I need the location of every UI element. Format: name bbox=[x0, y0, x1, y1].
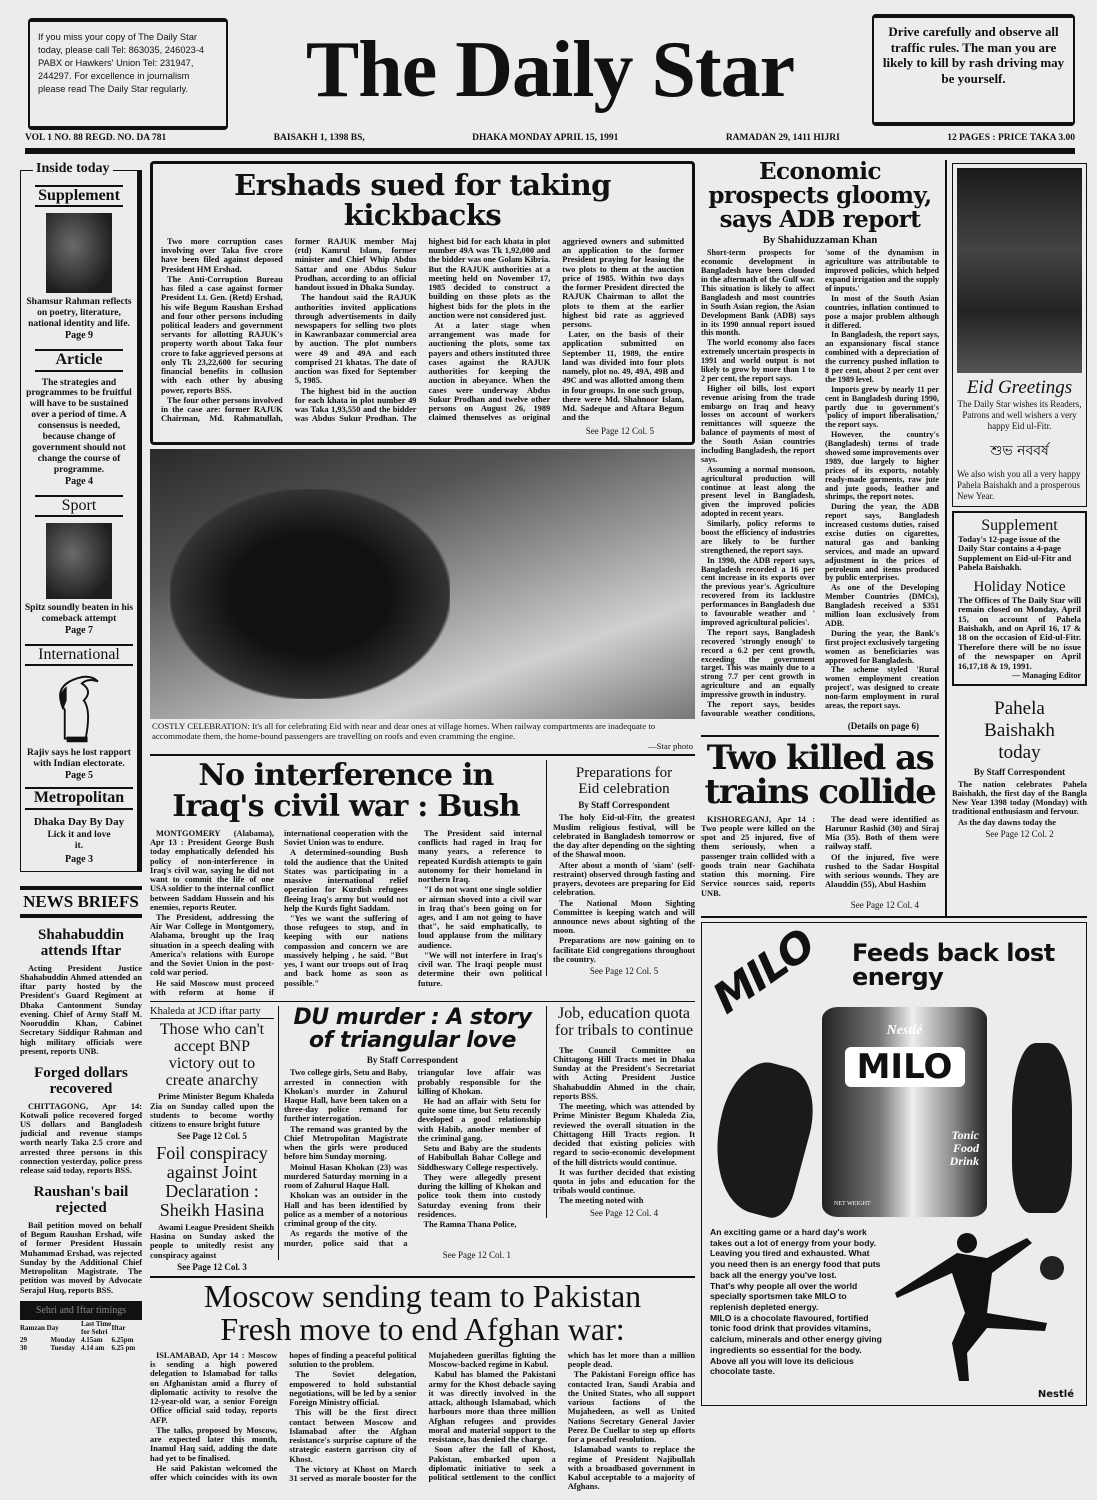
paragraph: The report says, besides favourable weather conditions, 'some of the dynamism in agriculture was attributable to improved policies, which helped expand irrigation and the supply of inputs.' bbox=[701, 248, 939, 718]
milo-graphics bbox=[702, 919, 1086, 1223]
paragraph: The Ramna Thana Police, bbox=[423, 1220, 517, 1230]
eid-prep-byline: By Staff Correspondent bbox=[578, 800, 670, 811]
lower-row bbox=[150, 1006, 695, 1272]
tribal-jump[interactable]: See Page 12 Col. 4 bbox=[589, 1207, 659, 1218]
supplement-page: Page 9 bbox=[64, 330, 94, 342]
iraq-body bbox=[150, 829, 542, 997]
paragraph: Preparations are now gaining on to facilitate Eid congregations throughout the country. bbox=[553, 936, 695, 964]
paragraph: Higher oil bills, lost export revenue arising from the trade embargo on Iraq and heavy losses on account of workers remittances will squeeze the balance of payments of most of the South Asian countries including Bangladesh, the report says. bbox=[701, 383, 815, 464]
news-briefs bbox=[20, 886, 142, 1352]
ershad-headline[interactable]: Ershads sued for taking kickbacks bbox=[234, 168, 611, 233]
khaleda-article bbox=[150, 1006, 278, 1272]
paragraph: Islamabad wants to replace the regime of President Najibullah with a broadbased government in Kabul acceptable to a majority of Afghans. bbox=[567, 1445, 695, 1492]
left-column bbox=[20, 161, 142, 1352]
paragraph: The Pakistani Foreign office has contacted Iran, Saudi Arabia and the United States, who all support various factions of the Mujahedeen, as well as United Nations Secretary General Javier Perez De Cuellar to step up efforts for a peaceful resolution. bbox=[567, 1370, 695, 1445]
sport-page: Page 7 bbox=[64, 625, 94, 637]
paragraph: The holy Eid-ul-Fitr, the greatest Muslim religious festival, will be celebrated in Bangladesh tomorrow or the day after depending on the sighting of the Shawal moon. bbox=[553, 813, 695, 860]
metropolitan-teaser[interactable]: Lick it and love it. bbox=[47, 830, 111, 852]
paragraph: He had an affair with Setu for quite some time, but Setu recently developed a good relationship with Habib, another member of the criminal gang. bbox=[417, 1097, 541, 1143]
moscow-article bbox=[150, 1277, 695, 1492]
sport-teaser[interactable]: Spitz soundly beaten in his comeback attempt bbox=[24, 603, 134, 625]
paragraph: The talks, proposed by Moscow, are expected later this month, Inamul Haq said, adding the date had yet to be finalised. bbox=[150, 1425, 278, 1463]
paragraph: Soon after the fall of Khost, Pakistan, embarked upon a diplomatic initiative to seek a political settlement to the conflict which has let more than a million people dead. bbox=[428, 1350, 695, 1482]
can-brand: Nestlé bbox=[886, 1022, 923, 1038]
du-murder-jump[interactable]: See Page 12 Col. 1 bbox=[442, 1249, 511, 1260]
trains-headline[interactable]: Two killed as trains collide bbox=[704, 737, 936, 812]
runner-silhouette bbox=[699, 1054, 825, 1222]
paragraph: "Yes we want the suffering of those refugees to stop, and in keeping with our nations compassion and concern we are massively helping , he said. "But yes, I want our troops out of Iraq and back home as soon as possible." bbox=[284, 914, 408, 988]
eid-greetings-box bbox=[952, 163, 1087, 507]
paragraph: As the day dawns today the bbox=[958, 817, 1056, 827]
metropolitan-subheading: Dhaka Day By Day bbox=[33, 815, 125, 828]
cell: 6.25pm bbox=[111, 1335, 134, 1344]
paragraph: He said Moscow must proceed with reform at home if international cooperation with the Soviet Union was to endure. bbox=[150, 828, 408, 997]
iraq-headline[interactable]: No interference in Iraq's civil war : Bush bbox=[172, 757, 520, 825]
paragraph: He said Pakistan welcomed the offer which coincides with its own hopes of finding a peaceful political solution to the problem. bbox=[150, 1350, 417, 1482]
adb-jump[interactable]: (Details on page 6) bbox=[847, 720, 919, 731]
iraq-article bbox=[150, 757, 546, 997]
holiday-notice-text: The Offices of The Daily Star will remain closed on Monday, April 15, on account of Pahela Baishakh, and on April 16, 17 & 18 on the occasion of Eid-ul-Fitr. Therefore there will be no issue of the newspaper on April 16,17,18 & 19, 1991. bbox=[958, 594, 1081, 671]
ad-paragraph: That's why people all over the world specially sportsmen take MILO to replenish depleted energy. bbox=[710, 1280, 858, 1312]
eid-prep-article bbox=[546, 760, 695, 976]
du-murder-byline: By Staff Correspondent bbox=[366, 1055, 459, 1066]
paragraph: A determined-sounding Bush told the audience that the United States was participating in a massive international relief operation for Kurdish refugees fleeing Iraq's army but would not help the Kurds fight Saddam. bbox=[284, 848, 408, 913]
paragraph: Imports grew by nearly 11 per cent in Bangladesh during 1990, partly due to government's 'policy of import liberalisation,' the report says. bbox=[825, 384, 939, 430]
ad-paragraph: An exciting game or a hard day's work takes out a lot of energy from your body. Leaving you tired and exhausted. What you need then is an energy food that puts back all the energy you've lost. bbox=[710, 1226, 881, 1280]
brief-headline[interactable]: Shahabuddin attends Iftar bbox=[38, 927, 124, 959]
eid-prep-headline[interactable]: Preparations for Eid celebration bbox=[575, 764, 673, 797]
paragraph: Kabul has blamed the Pakistani army for the Khost debacle saying it was directly involved in the attack, although Islamabad, which harbours more than three million Afghan refugees and provides moral and material support to the resistance, has denied the charge. bbox=[428, 1370, 556, 1445]
horizontal-rule bbox=[701, 735, 939, 737]
masthead-rule bbox=[25, 148, 1075, 154]
paragraph: The meeting, which was attended by Prime Minister Begum Khaleda Zia, reviewed the overall situation in the Chittagong Hill Tracts region. It decided that existing policies with regard to socio-economic development of the hill districts would continue. bbox=[553, 1102, 695, 1167]
ershad-body bbox=[161, 237, 684, 424]
holiday-notice-title: Holiday Notice bbox=[973, 578, 1066, 595]
col-header: Last Time for Sehri bbox=[81, 1319, 112, 1336]
eid-greetings-text: The Daily Star wishes its Readers, Patrons and well wishers a very happy Eid ul-Fitr. bbox=[957, 399, 1082, 431]
tribal-headline[interactable]: Job, education quota for tribals to continue bbox=[554, 1005, 694, 1039]
section-metropolitan-heading: Metropolitan bbox=[25, 787, 133, 809]
issue-date: DHAKA MONDAY APRIL 15, 1991 bbox=[472, 133, 619, 143]
trains-jump[interactable]: See Page 12 Col. 4 bbox=[850, 899, 919, 910]
horizontal-rule bbox=[701, 916, 1087, 918]
khaleda-body: Prime Minister Begum Khaleda Zia on Sunday called upon the students to become worthy citizens to ensure bright future bbox=[150, 1092, 274, 1129]
paragraph: The Council Committee on Chittagong Hill Tracts met in Dhaka Sunday at the President's Secretariat with Acting President Justice Shahabuddin Ahmed in the chair, reports BSS. bbox=[553, 1045, 695, 1101]
eid-greetings-title: Eid Greetings bbox=[966, 377, 1073, 398]
paragraph: During the year, the Bank's first project exclusively targeting women as beneficiaries was approved for Bangladesh. bbox=[825, 628, 939, 665]
paragraph: The President, addressing the Air War College in Montgomery, Alabama, brought up the Iraq situation in a speech dealing with America's relations with Europe and the Soviet Union in the post-cold war period. bbox=[150, 913, 274, 978]
paragraph: The four other persons involved in the case are: former RAJUK Chairman, Md. Rahmatullah, former RAJUK member Maj (rtd) Kamrul Islam, former minister and Chief Whip Abdus Sattar and one Abdus Sukur Prodhan, according to an official handout issued in Dhaka Sunday. bbox=[161, 236, 417, 424]
moscow-body bbox=[150, 1351, 695, 1492]
baishakh-byline: By Staff Correspondent bbox=[973, 766, 1066, 777]
paragraph: As regards the motive of the murder, police said that a triangular love affair was probably responsible for the killing of Khokan. bbox=[284, 1068, 541, 1248]
can-weight: NET WEIGHT bbox=[834, 1200, 871, 1207]
hijri-date: RAMADAN 29, 1411 HIJRI bbox=[725, 133, 840, 143]
iraq-row bbox=[150, 757, 695, 997]
paragraph: Moinul Hasan Khokan (23) was murdered Saturday morning in a room of Zahurul Haque Hall. bbox=[284, 1162, 408, 1191]
col-header: Ramzan Day bbox=[20, 1323, 59, 1332]
adb-headline[interactable]: Economic prospects gloomy, says ADB report bbox=[708, 158, 932, 234]
paragraph: The handout said the RAJUK authorities invited applications through advertisements in daily newspapers for selling two plots in Kawranbazar commercial area by auction. The plot numbers were 49 and 49A and each comprised 21 khatas. The date of auction was fixed for September 5, 1985. bbox=[294, 293, 417, 386]
milo-logo: MILO bbox=[703, 919, 823, 1024]
paragraph: Later, on the basis of their application submitted on September 11, 1989, the entire land was divided into four plots namely, plot no. 49, 49A, 49B and 49C and was allotted among them in four groups. In one such group, there were Md. Shahnoor Islam, Md. Sadeque and Aftara Begum and the bbox=[562, 330, 684, 423]
paragraph: The highest bid in the auction for each khata in plot number 49 was Taka 1,93,550 and the bidder was Abdus Sukur Prodhan. The highest bid for each khata in plot number 49A was Tk 1,92,000 and the bidder was one Golam Kibria. But the RAJUK authorities at a meeting held on November 17, 1985 decided to construct a building on those plots as the highest bids for the plots in the auction were not considered just. bbox=[294, 236, 551, 424]
traffic-notice-text: Drive carefully and observe all traffic rules. The man you are likely to kill by rash driving may be yourself. bbox=[882, 24, 1065, 86]
right-block bbox=[701, 160, 1087, 1406]
train-rooftop-photo bbox=[150, 449, 695, 719]
nestle-footer-logo: Nestlé bbox=[1037, 1388, 1074, 1400]
brief-headline[interactable]: Raushan's bail rejected bbox=[33, 1184, 129, 1217]
paragraph: As one of the Developing Member Countries (DMCs), Bangladesh received a $351 million loan exclusively from ADB. bbox=[825, 583, 939, 628]
center-block bbox=[150, 161, 695, 1491]
hasina-body: Awami League President Sheikh Hasina on Sunday asked the people to unitedly resist any conspiracy against bbox=[150, 1222, 274, 1260]
tribal-body bbox=[553, 1046, 695, 1206]
can-name: MILO bbox=[845, 1047, 965, 1087]
hasina-jump[interactable]: See Page 12 Col. 3 bbox=[177, 1261, 247, 1272]
paragraph: It was further decided that existing quota in jobs and education for the tribals would continue. bbox=[553, 1167, 695, 1196]
notice-box bbox=[952, 511, 1087, 686]
table-row bbox=[20, 1344, 142, 1352]
copy-notice-text: If you miss your copy of The Daily Star today, please call Tel: 863035, 246023-4 PABX or Hawkers' Union Tel: 231947, 244297. For excellence in journalism please read The Daily Star regularly. bbox=[38, 32, 205, 95]
paragraph: The remand was granted by the Chief Metropolitan Magistrate when the girls were produced before him Sunday morning. bbox=[284, 1124, 408, 1162]
horizontal-rule bbox=[150, 1001, 695, 1002]
cricketer-silhouette bbox=[1012, 1043, 1072, 1213]
baishakh-body bbox=[952, 780, 1087, 827]
adb-article bbox=[701, 160, 939, 731]
paragraph: ISLAMABAD, Apr 14 : Moscow is sending a high powered delegation to Islamabad for talks on Afghanistan amid a flurry of diplomatic activity to resolve the 12-year-old war, a senior Foreign Office official said today, reports AFP. bbox=[150, 1350, 278, 1425]
mosque-dome-image bbox=[957, 168, 1082, 373]
supplement-teaser[interactable]: Shamsur Rahman reflects on poetry, literature, national identity and life. bbox=[26, 297, 132, 330]
eid-prep-jump[interactable]: See Page 12 Col. 5 bbox=[589, 966, 659, 977]
dateline-bar bbox=[25, 133, 1075, 143]
cell: 4.14 am bbox=[81, 1343, 105, 1352]
price: 12 PAGES : PRICE TAKA 3.00 bbox=[947, 133, 1075, 143]
new-year-text: We also wish you all a very happy Pahela Baishakh and a prosperous New Year. bbox=[957, 469, 1081, 501]
paragraph: In most of the South Asian countries, inflation continued to pose a major problem although it differed. bbox=[825, 293, 939, 330]
paragraph: However, the country's (Bangladesh) terms of trade showed some improvements over 1989, due largely to higher prices of its exports, notably ready-made garments, raw jute and jute goods, leather and shrimps, the report notes. bbox=[825, 430, 939, 502]
inside-today-title: Inside today bbox=[33, 161, 113, 177]
adb-byline: By Shahiduzzaman Khan bbox=[762, 235, 878, 247]
paragraph: The President said internal conflicts had raged in Iraq for many years, a reference to repeated Kurdish attempts to gain autonomy for their homeland in northern Iraq. bbox=[418, 828, 542, 885]
paragraph: Assuming a normal monsoon, agricultural production will continue at least along the present level in Bangladesh, given the improved policies adopted in recent years. bbox=[701, 464, 815, 519]
paragraph: The Anti-Corruption Bureau has filed a case against former President Lt. Gen. (Retd) Ershad, his wife Begum Raushan Ershad and four other persons including political leaders and government servants for allotting RAJUK's property worth about Taka four crore to fake aggrieved persons at only Tk 23,22,600 for securing financial benefits in collusion with each other by abusing power, reports BSS. bbox=[161, 274, 283, 395]
paragraph: The report says, Bangladesh recovered 'strongly enough' to record a 6.2 per cent growth, exceeding the government target. This was mainly due to a strong 7.7 per cent growth in agriculture and an equally impressive growth in industry. bbox=[701, 627, 815, 700]
section-article-heading: Article bbox=[35, 349, 123, 371]
paragraph: KISHOREGANJ, Apr 14 : Two people were killed on the spot and 25 injured, five of them seriously, when a passenger train collided with a goods train near Gachihata station this morning. Fire Service sources said, reports UNB. bbox=[701, 814, 815, 898]
paragraph: "We will not interfere in Iraq's civil war. The Iraqi people must determine their own political future. bbox=[418, 950, 542, 988]
article-page: Page 4 bbox=[64, 475, 94, 487]
international-teaser[interactable]: Rajiv says he lost rapport with Indian electorate. bbox=[27, 748, 131, 770]
paragraph: Similarly, policy reforms to boost the efficiency of industries are likely to be further strengthened, the report says. bbox=[701, 519, 815, 555]
bengali-date: BAISAKH 1, 1398 BS, bbox=[273, 133, 365, 143]
brief-body: Acting President Justice Shahabuddin Ahmed attended an iftar party hosted by the President's Guard Regiment at Dhaka Cantonment Sunday evening. Chief of Army Staff M. Nooruddin Khan, Cabinet Secretary Siddiqur Rahman and high military officials were present, reports UNB. bbox=[20, 963, 142, 1056]
photo-caption bbox=[150, 719, 695, 754]
paragraph: Two more corruption cases involving over Taka five crore have been filed against deposed President HM Ershad. bbox=[161, 236, 283, 274]
section-international-heading: International bbox=[25, 644, 133, 666]
paragraph: Setu and Baby are the students of Habibullah Bahar College and Siddheswary College respectively. bbox=[417, 1144, 541, 1172]
paragraph: In Bangladesh, the report says, an expansionary fiscal stance combined with a depreciation of the currency pushed inflation to 8 per cent, about 2 per cent over the 1989 level. bbox=[825, 330, 939, 384]
spitz-photo bbox=[46, 523, 112, 599]
cell: 4.15am bbox=[81, 1335, 103, 1344]
section-supplement-heading: Supplement bbox=[35, 185, 123, 207]
khaleda-headline[interactable]: Those who can't accept BNP victory out to create anarchy bbox=[159, 1021, 265, 1089]
international-page: Page 5 bbox=[64, 770, 94, 782]
right-outer-column bbox=[947, 160, 1087, 839]
cell: Monday bbox=[50, 1335, 76, 1344]
hasina-headline[interactable]: Foil conspiracy against Joint Declaration : Sheikh Hasina bbox=[156, 1143, 268, 1220]
right-top-row bbox=[701, 160, 1087, 916]
milo-tagline: Feeds back lost energy bbox=[852, 938, 1055, 991]
adb-body bbox=[701, 249, 939, 718]
col-header: Iftar bbox=[111, 1323, 126, 1332]
cell: 30 bbox=[20, 1343, 27, 1352]
paragraph: The victory at Khost on March 31 served as morale booster for the Mujahedeen guerillas fighting the Moscow-backed regime in Kabul. bbox=[289, 1350, 556, 1483]
baishakh-article bbox=[952, 698, 1087, 839]
paragraph: In 1990, the ADB report says, Bangladesh recorded a 16 per cent increase in its exports over the previous year's. Agriculture recovered from its lacklustre performances in Bangladesh due to favourable weather and ' improved agricultural policies'. bbox=[701, 555, 815, 627]
paragraph: The National Moon Sighting Committee is keeping watch and will announce news about sighting of the moon. bbox=[553, 898, 695, 936]
cell: 6.25 pm bbox=[111, 1343, 136, 1352]
paragraph: Short-term prospects for economic development in Bangladesh have been clouded in the aftermath of the Gulf war. This situation is likely to affect Bangladesh and most countries in South Asian region, the Asian Development Bank (ADB) says in its 1990 annual report issued this month. bbox=[701, 248, 815, 338]
trains-article bbox=[701, 737, 939, 916]
du-murder-headline[interactable]: DU murder : A story of triangular love bbox=[293, 1005, 532, 1054]
paragraph: During the year, the ADB report says, Bangladesh increased customs duties, raised excise duties on cigarettes, natural gas and banking services, and made an upward adjustment in the prices of petroleum and items produced by public enterprises. bbox=[825, 502, 939, 583]
volume-number: VOL 1 NO. 88 REGD. NO. DA 781 bbox=[25, 133, 167, 143]
milo-can bbox=[822, 1007, 987, 1217]
supplement-text: Today's 12-page issue of the Daily Star contains a 4-page Supplement on Eid-ul-Fitr and Pahela Baishakh. bbox=[958, 533, 1072, 573]
tribal-article bbox=[546, 1006, 695, 1218]
rajiv-caricature bbox=[44, 672, 114, 748]
paragraph: The nation celebrates Pahela Baishakh, the first day of the Bangla New Year 1398 today (Monday) with traditional enthusiasm and fervour. bbox=[952, 779, 1087, 817]
paragraph: Khokan was an outsider in the Hall and has been identified by police as a member of a notorious criminal group of the city. bbox=[284, 1191, 408, 1229]
timings-table bbox=[20, 1320, 142, 1352]
caption-text: COSTLY CELEBRATION: It's all for celebrating Eid with near and dear ones at village homes. When railway compartments are inadequate to accommodate them, the home-bound passengers are travelling on roofs and even cramming the engine. bbox=[152, 720, 656, 741]
copy-notice-box bbox=[28, 18, 228, 130]
ad-paragraph: MILO is a chocolate flavoured, fortified tonic food drink that provides vitamins, calcium, minerals and other energy giving ingredients so essential for the body. bbox=[710, 1312, 882, 1355]
brief-headline[interactable]: Forged dollars recovered bbox=[34, 1065, 128, 1097]
paragraph: The scheme styled 'Rural women employment creation project', was designed to create non-farm employment in rural areas, the report says. bbox=[825, 665, 939, 710]
section-sport-heading: Sport bbox=[35, 495, 123, 517]
table-row bbox=[20, 1336, 142, 1344]
paragraph: "I do not want one single soldier or airman shoved into a civil war in Iraq that's been going on for ages, and I am not going to have that", he said emphatically, to loud applause from the military audience. bbox=[418, 885, 542, 950]
timings-title: Sehri and Iftar timings bbox=[20, 1301, 142, 1320]
paragraph: Two college girls, Setu and Baby, arrested in connection with Khokan's murder in Zahurul Haque Hall, have been taken on a three-day police remand for further interrogation. bbox=[284, 1068, 408, 1124]
cell: 29 bbox=[20, 1335, 27, 1344]
milo-bottom-row bbox=[702, 1223, 1086, 1383]
paragraph: MONTGOMERY (Alabama), Apr 13 : President George Bush today emphatically defended his policy of non-interference in Iraq's civil war, saying he did not want to commit the life of one USA soldier to the internal conflict between Saddam Hussein and his enemies, reports Reuter. bbox=[150, 828, 274, 912]
eid-prep-body bbox=[553, 813, 695, 964]
baishakh-headline[interactable]: Pahela Baishakh today bbox=[984, 698, 1055, 763]
article-teaser[interactable]: The strategies and programmes to be fruitful will have to be sustained over a period of time. A consensus is needed, because change of government should not change the course of programme. bbox=[26, 377, 132, 475]
footballer-silhouette bbox=[882, 1223, 1072, 1383]
inside-today-box bbox=[20, 161, 142, 872]
milo-body-text bbox=[702, 1223, 882, 1377]
brief-body: CHITTAGONG, Apr 14: Kotwali police recovered forged US dollars and Bangladesh judicial and revenue stamps worth nearly Taka 2.5 crore and arrested three persons in this connection yesterday, police press release said today, reports BSS. bbox=[20, 1101, 142, 1176]
paragraph: The dead were identified as Harunur Rashid (30) and Siraj Mia (35). Both of them were railway staff. bbox=[825, 814, 939, 852]
moscow-subheadline[interactable]: Fresh move to end Afghan war: bbox=[220, 1311, 625, 1348]
shamsur-rahman-photo bbox=[46, 213, 112, 293]
khaleda-kicker: Khaleda at JCD iftar party bbox=[150, 1006, 274, 1019]
paragraph: At a later stage when arrangement was made for auctioning the plots, some tax payers and others instituted three cases against the RAJUK authorities for keeping the auction in abeyance. When the cases were underway Abdus Sukur Prodhan and twelve other persons on August 26, 1989 claimed themselves as original aggrieved owners and submitted an application to the former President praying for leasing the two plots to them at the auction price of 1985. Within two days the former President directed the RAJUK Chairman to allot the plots to them at the earlier highest bid rate as aggrieved persons. bbox=[428, 236, 684, 423]
train-silhouette bbox=[170, 489, 450, 699]
bengali-new-year-greeting: শুভ নববর্ষ bbox=[990, 443, 1049, 460]
trains-body bbox=[701, 815, 939, 898]
milo-advertisement[interactable] bbox=[701, 919, 1087, 1406]
brief-body: Bail petition moved on behalf of Begum Raushan Ershad, wife of former President Hussain Muhammad Ershad, was rejected Sunday by the Additional Chief Metropolitan Magistrate. The petition was moved by Advocate Serajul Huq, reports BSS. bbox=[20, 1220, 142, 1295]
paragraph: Of the injured, five were rushed to the Sadar Hospital with serious wounds. They are Alauddin (55), Abul Hashim bbox=[825, 852, 939, 890]
supplement-title: Supplement bbox=[981, 516, 1058, 534]
can-subtitle: Tonic Food Drink bbox=[949, 1127, 979, 1169]
du-murder-body bbox=[284, 1068, 541, 1247]
baishakh-jump[interactable]: See Page 12 Col. 2 bbox=[985, 828, 1054, 839]
khaleda-jump[interactable]: See Page 12 Col. 5 bbox=[177, 1131, 247, 1142]
cell: Tuesday bbox=[50, 1343, 76, 1352]
managing-editor-signature: — Managing Editor bbox=[1012, 671, 1081, 681]
right-inner-column bbox=[701, 160, 947, 916]
paragraph: The world economy also faces extremely uncertain prospects in 1991 and world output is not likely to grow by more than 1 to 2 per cent, the report says. bbox=[701, 338, 815, 383]
ershad-jump[interactable]: See Page 12 Col. 5 bbox=[585, 425, 654, 436]
horizontal-rule bbox=[150, 754, 695, 756]
news-briefs-title: NEWS BRIEFS bbox=[20, 886, 142, 918]
paragraph: The meeting noted with bbox=[559, 1196, 644, 1206]
du-murder-article bbox=[278, 1006, 546, 1260]
moscow-headline[interactable]: Moscow sending team to Pakistan bbox=[203, 1277, 642, 1314]
paragraph: They were allegedly present during the killing of Khokan and police took them into custody Saturday evening from their residences. bbox=[417, 1172, 541, 1219]
metropolitan-page: Page 3 bbox=[64, 854, 94, 866]
traffic-notice-box bbox=[872, 14, 1075, 126]
ad-paragraph: Above all you will love its delicious chocolate taste. bbox=[710, 1355, 854, 1377]
photo-credit: —Star photo bbox=[647, 740, 693, 751]
ershad-article bbox=[150, 161, 695, 445]
newspaper-title: The Daily Star bbox=[305, 26, 795, 114]
paragraph: This will be the first direct contact between Moscow and Islamabad after the Afghan resistance's surprise capture of the strategic eastern garrison city of Khost. bbox=[289, 1408, 417, 1464]
paragraph: After about a month of 'siam' (self-restraint) observed through fasting and prayers, devotees are preparing for Eid celebration. bbox=[553, 860, 695, 898]
paragraph: The Soviet delegation, empowered to hold substantial negotiations, will be led by a senior Foreign Ministry official. bbox=[289, 1370, 417, 1408]
